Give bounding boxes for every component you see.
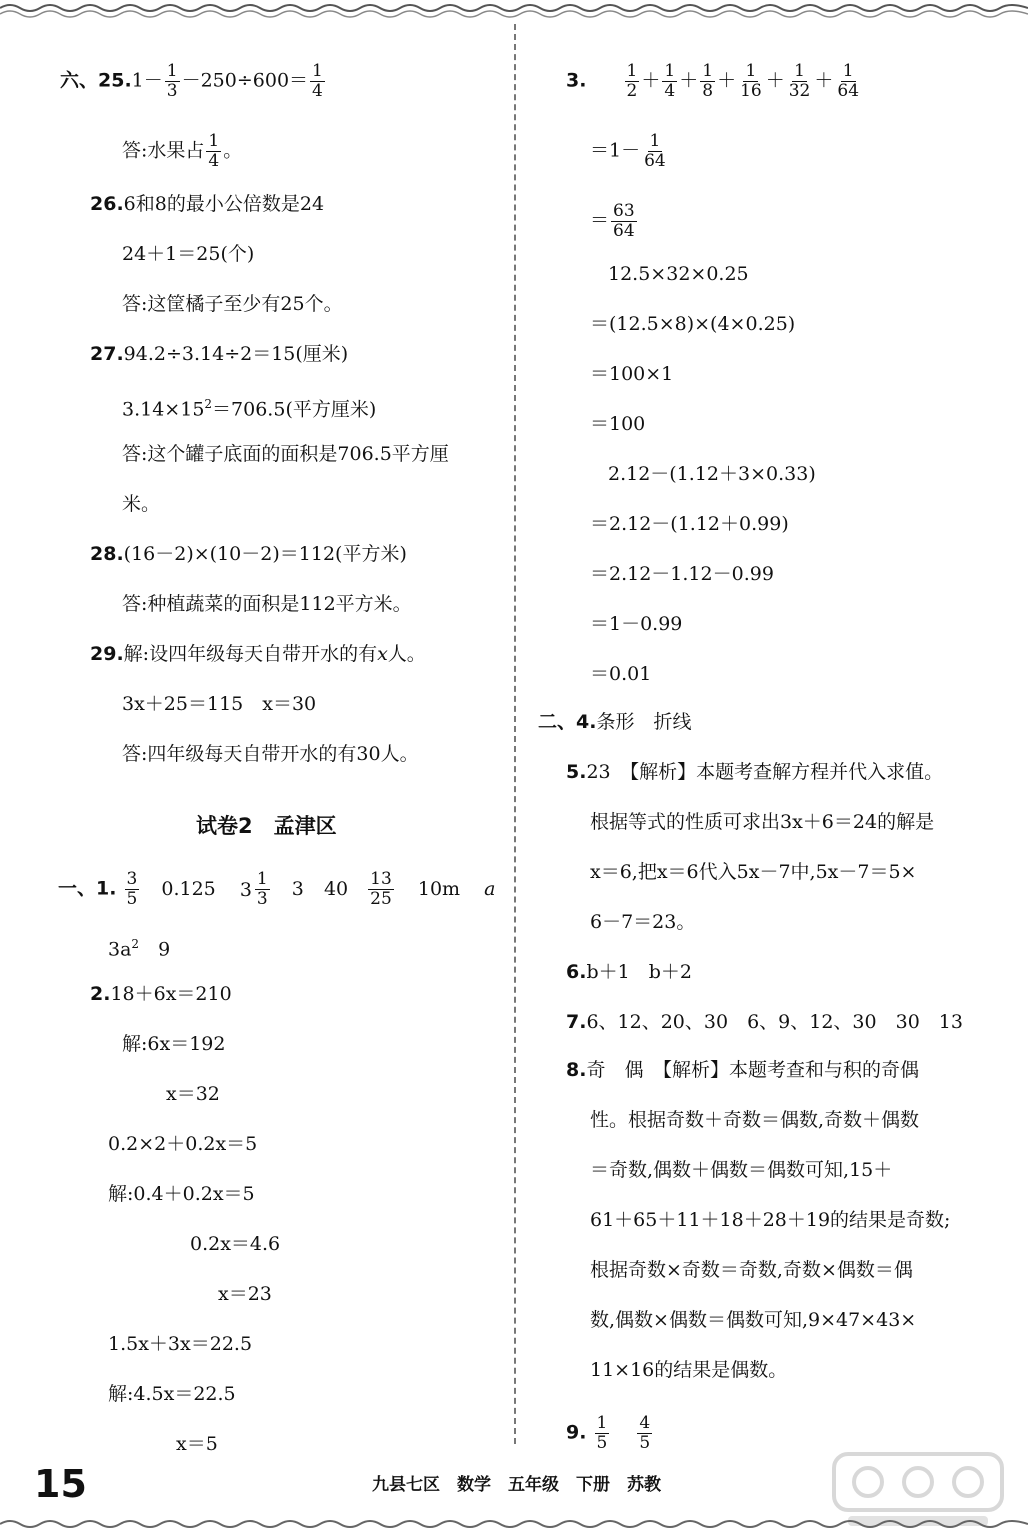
numerator: 13 (370, 869, 392, 889)
r7-line (566, 1010, 963, 1034)
variable: x (377, 643, 388, 665)
denominator: 64 (644, 151, 666, 171)
section-title: 试卷2 孟津区 (196, 814, 337, 838)
r3-line-2 (590, 132, 670, 171)
s2-line (90, 982, 232, 1006)
denominator: 3 (166, 81, 178, 101)
superscript: 2 (131, 937, 140, 951)
r8-line-3: ＝奇数,偶数＋偶数＝偶数可知,15＋ (590, 1159, 893, 1181)
q29-text: 解:设四年级每天自带开水的有 (123, 643, 378, 665)
r9-number: 9. (566, 1421, 587, 1444)
denominator: 5 (596, 1433, 608, 1453)
denominator: 5 (639, 1433, 651, 1453)
numerator: 1 (664, 61, 676, 81)
answer-value: 10m (417, 877, 461, 900)
q28-text: (16－2)×(10－2)＝112(平方米) (123, 543, 407, 565)
s2-line-7: x＝23 (218, 1283, 272, 1305)
q25-text: 1－ (131, 69, 163, 92)
q27-text: 94.2÷3.14÷2＝15(厘米) (123, 343, 349, 365)
numerator: 1 (256, 869, 268, 889)
r3-line-11: ＝1－0.99 (590, 613, 683, 635)
answer-value: a (484, 877, 496, 900)
q29-answer: 答:四年级每天自带开水的有30人。 (122, 743, 419, 765)
r3-line-4: 12.5×32×0.25 (608, 263, 749, 285)
q27-line-2 (122, 392, 376, 421)
s1-text: 9 (139, 938, 171, 961)
bottom-wave-border (0, 1514, 1028, 1536)
numerator: 1 (702, 61, 714, 81)
whole: 3 (239, 878, 252, 901)
denominator: 25 (370, 889, 392, 909)
q25-number: 六、25. (60, 69, 132, 92)
q26-number: 26. (90, 193, 124, 215)
fraction (642, 132, 668, 171)
r3-line-5: ＝(12.5×8)×(4×0.25) (590, 313, 796, 335)
answer-text: 答:水果占 (122, 139, 205, 162)
q26-line-2: 24＋1＝25(个) (122, 243, 255, 265)
r3-line: 3. $\frac{1}{2}$ ＋ $\frac{1}{4}$ ＋ $\frac{1}{8}$ ＋ $\frac{1}{16}$ ＋ $\frac{1}{32}$ ＋ $\frac{1}{64}$ (566, 61, 860, 101)
r8-line-7: 11×16的结果是偶数。 (590, 1359, 788, 1381)
denominator: 8 (702, 81, 714, 101)
s2-text: 18＋6x＝210 (110, 983, 232, 1005)
denominator: 2 (626, 81, 638, 101)
fraction (125, 870, 140, 909)
denominator: 64 (613, 221, 635, 241)
numerator: 1 (649, 131, 661, 151)
r8-line-6: 数,偶数×偶数＝偶数可知,9×47×43× (590, 1309, 917, 1331)
numerator: 1 (312, 61, 323, 81)
top-wave-border (0, 0, 1028, 22)
numerator: 3 (126, 869, 138, 889)
numerator: 1 (745, 61, 757, 81)
numerator: 1 (166, 61, 178, 81)
fraction (787, 62, 813, 101)
numerator: 1 (842, 61, 854, 81)
r5-line-2: 根据等式的性质可求出3x＋6＝24的解是 (590, 811, 935, 833)
footer-text: 九县七区 数学 五年级 下册 苏教 (372, 1475, 661, 1495)
column-divider (514, 24, 516, 1444)
r6-number: 6. (566, 961, 587, 983)
s2-number: 2. (90, 983, 111, 1005)
mixed-number (240, 870, 272, 909)
r8-line-4: 61＋65＋11＋18＋28＋19的结果是奇数; (590, 1209, 951, 1231)
q27-answer-2: 米。 (122, 493, 161, 515)
fraction (310, 62, 325, 101)
fraction (738, 62, 764, 101)
fraction (165, 62, 180, 101)
numerator: 1 (626, 61, 638, 81)
s1-line (58, 870, 495, 909)
r3-line-9: ＝2.12－(1.12＋0.99) (590, 513, 789, 535)
answer-value: 0.125 (161, 877, 216, 900)
q25-text: －250÷600＝ (181, 69, 309, 92)
denominator: 5 (126, 889, 138, 909)
numerator: 1 (596, 1413, 608, 1433)
r8-line-5: 根据奇数×奇数＝奇数,奇数×偶数＝偶 (590, 1259, 913, 1281)
denominator: 32 (788, 81, 811, 101)
q26-answer: 答:这筐橘子至少有25个。 (122, 293, 343, 315)
q28-number: 28. (90, 543, 124, 565)
q29-number: 29. (90, 643, 124, 665)
q27-answer-1: 答:这个罐子底面的面积是706.5平方厘 (122, 443, 449, 465)
fraction (206, 132, 221, 171)
r5-number: 5. (566, 761, 587, 783)
s1-line-2 (108, 932, 170, 961)
r3-text: ＝1－ (590, 139, 641, 162)
fraction (835, 62, 861, 101)
q28-answer: 答:种植蔬菜的面积是112平方米。 (122, 593, 412, 615)
s2-line-3: x＝32 (166, 1083, 220, 1105)
r8-line-2: 性。根据奇数＋奇数＝偶数,奇数＋偶数 (590, 1109, 920, 1131)
s2-line-10: x＝5 (176, 1433, 218, 1455)
r5-text: 23 【解析】本题考查解方程并代入求值。 (586, 761, 944, 783)
fraction (625, 62, 640, 101)
r5-line-3: x＝6,把x＝6代入5x－7中,5x－7＝5× (590, 861, 917, 883)
r3-line-7: ＝100 (590, 413, 646, 435)
r5-line (566, 760, 943, 784)
r4-line (538, 710, 691, 734)
q25-answer (122, 132, 242, 171)
r7-number: 7. (566, 1011, 587, 1033)
s2-line-5: 解:0.4＋0.2x＝5 (108, 1183, 255, 1205)
fraction (255, 870, 270, 909)
r5-line-4: 6－7＝23。 (590, 911, 696, 933)
r8-text: 奇 偶 【解析】本题考查和与积的奇偶 (586, 1059, 919, 1081)
numerator: 1 (208, 131, 220, 151)
q29-line (90, 642, 426, 666)
r9-line (566, 1414, 654, 1453)
denominator: 16 (740, 81, 762, 101)
answer-value: 3 (291, 877, 304, 900)
q27-text: 3.14×15 (122, 398, 205, 421)
r7-text: 6、12、20、30 6、9、12、30 30 13 (586, 1011, 963, 1033)
r3-line-8: 2.12－(1.12＋3×0.33) (608, 463, 816, 485)
denominator: 4 (664, 81, 676, 101)
r8-line (566, 1058, 919, 1082)
q26-line (90, 192, 324, 216)
q29-text: 人。 (387, 643, 426, 665)
fraction (700, 62, 715, 101)
fraction (611, 202, 637, 241)
r3-number: 3. (566, 69, 587, 92)
s1-number: 一、1. (58, 877, 117, 900)
s1-text: 3a (108, 938, 132, 961)
r6-line (566, 960, 692, 984)
r3-text: ＝ (590, 209, 610, 232)
s2-line-2: 解:6x＝192 (122, 1033, 226, 1055)
denominator: 3 (256, 889, 268, 909)
r3-line-10: ＝2.12－1.12－0.99 (590, 563, 774, 585)
r3-line-3 (590, 202, 639, 241)
r8-number: 8. (566, 1059, 587, 1081)
r3-line-6: ＝100×1 (590, 363, 674, 385)
q27-number: 27. (90, 343, 124, 365)
fraction (637, 1414, 652, 1453)
s2-line-8: 1.5x＋3x＝22.5 (108, 1333, 253, 1355)
s2-line-6: 0.2x＝4.6 (190, 1233, 281, 1255)
denominator: 4 (312, 81, 323, 101)
r4-number: 二、4. (538, 711, 597, 733)
q27-line (90, 342, 348, 366)
fraction (368, 870, 394, 909)
s2-line-9: 解:4.5x＝22.5 (108, 1383, 236, 1405)
r6-text: b＋1 b＋2 (586, 961, 692, 983)
s2-line-4: 0.2×2＋0.2x＝5 (108, 1133, 258, 1155)
q29-line-2: 3x＋25＝115 x＝30 (122, 693, 317, 715)
denominator: 4 (208, 151, 220, 171)
q27-text: ＝706.5(平方厘米) (212, 398, 377, 421)
q28-line (90, 542, 407, 566)
q25-line (60, 62, 327, 101)
r3-line-12: ＝0.01 (590, 663, 652, 685)
fraction (595, 1414, 610, 1453)
fraction (662, 62, 677, 101)
page-number: 15 (34, 1462, 87, 1506)
answer-text: 。 (223, 139, 243, 162)
numerator: 1 (794, 61, 805, 81)
denominator: 64 (837, 81, 860, 101)
answer-value: 40 (323, 877, 349, 900)
r4-text: 条形 折线 (596, 711, 692, 733)
q26-text: 6和8的最小公倍数是24 (123, 193, 325, 215)
superscript: 2 (204, 397, 213, 411)
numerator: 63 (613, 201, 635, 221)
numerator: 4 (639, 1413, 651, 1433)
